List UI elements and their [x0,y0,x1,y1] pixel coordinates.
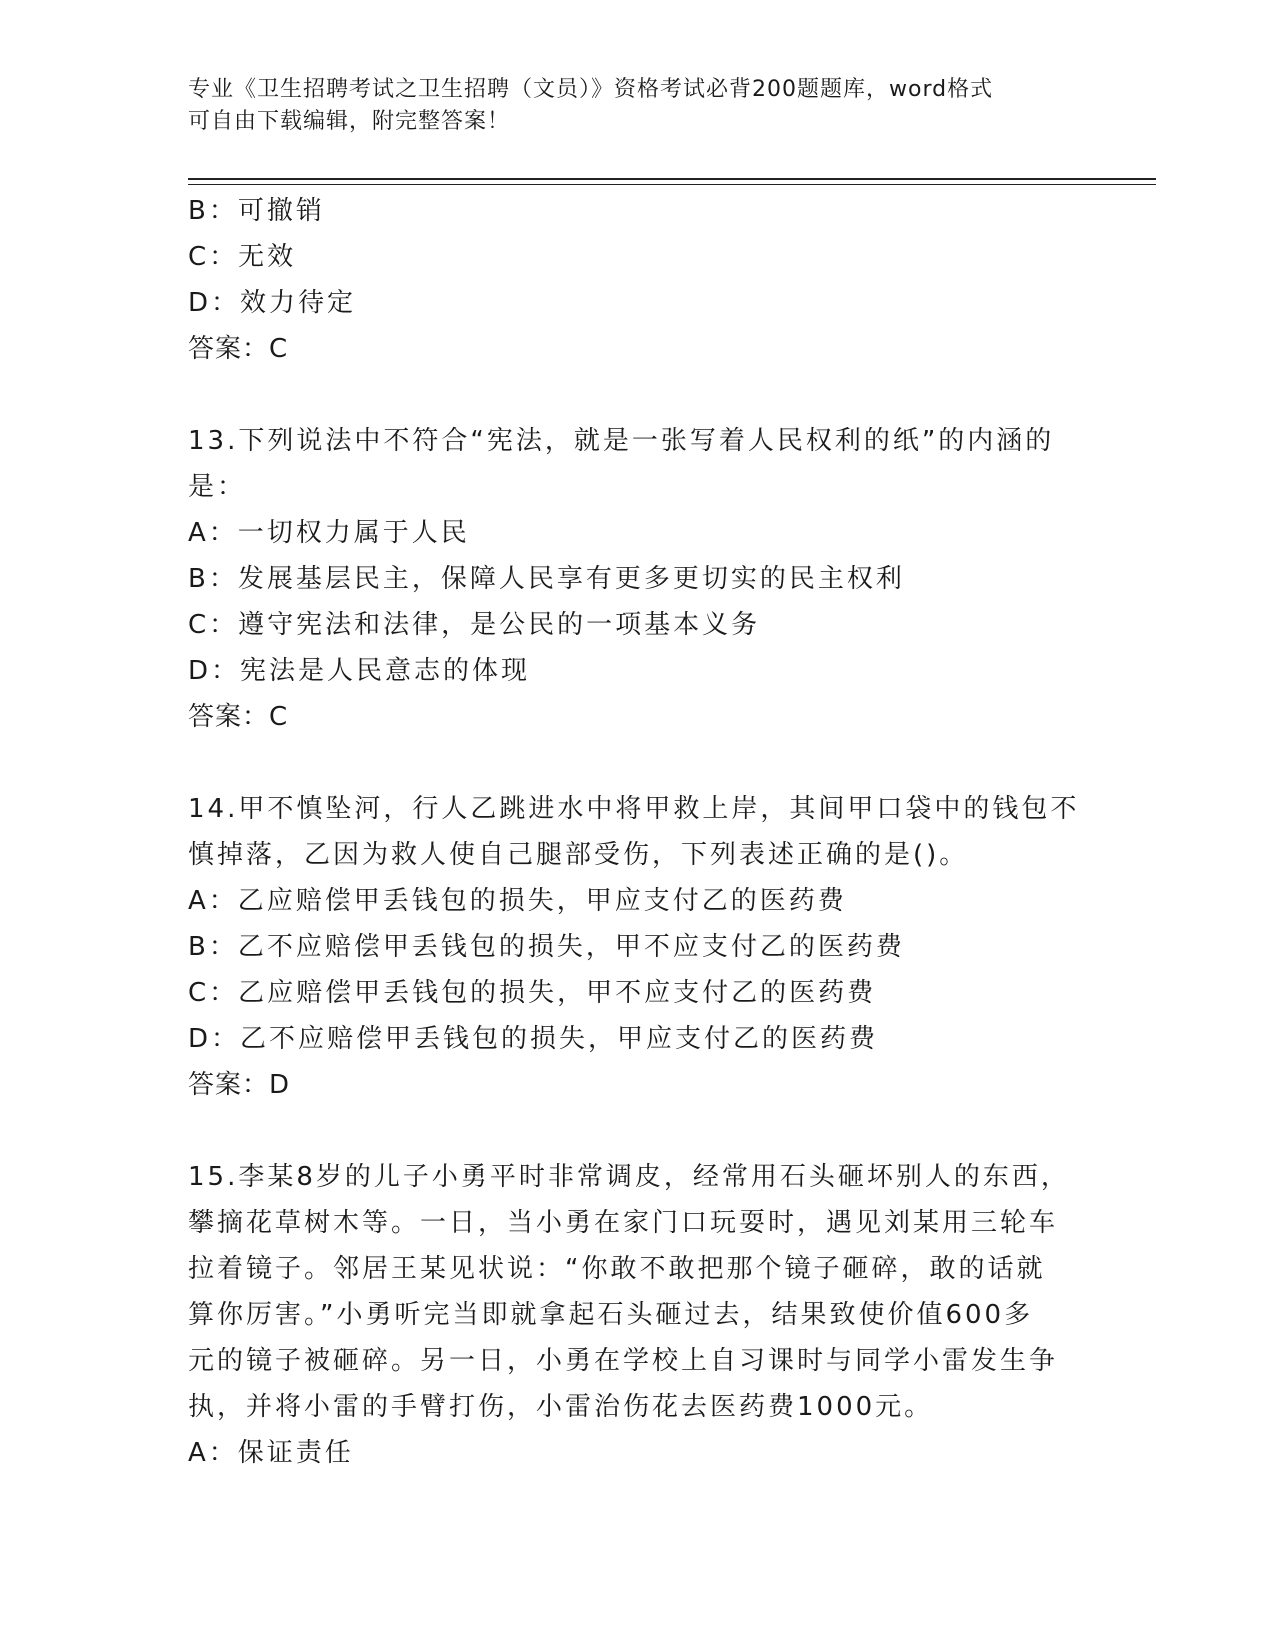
option-a: A：乙应赔偿甲丢钱包的损失，甲应支付乙的医药费 [188,886,847,916]
question-stem-line: 14.甲不慎坠河，行人乙跳进水中将甲救上岸，其间甲口袋中的钱包不 [188,794,1080,824]
header-line-2: 可自由下载编辑，附完整答案！ [188,109,511,134]
option-d: D：乙不应赔偿甲丢钱包的损失，甲应支付乙的医药费 [188,1024,879,1054]
question-stem-line: 15.李某8岁的儿子小勇平时非常调皮，经常用石头砸坏别人的东西， [188,1162,1070,1192]
question-15 [188,1154,1088,1476]
option-d: D：宪法是人民意志的体现 [188,656,531,686]
question-stem-line: 慎掉落，乙因为救人使自己腿部受伤，下列表述正确的是()。 [188,840,969,870]
question-13 [188,418,1088,740]
option-d: D：效力待定 [188,288,357,318]
question-stem-line: 算你厉害。”小勇听完当即就拿起石头砸过去，结果致使价值600多 [188,1300,1034,1330]
question-14 [188,786,1088,1108]
answer: 答案：C [188,702,289,732]
option-a: A：保证责任 [188,1438,354,1468]
page-header [188,74,1068,138]
option-b: B：乙不应赔偿甲丢钱包的损失，甲不应支付乙的医药费 [188,932,905,962]
option-c: C：遵守宪法和法律，是公民的一项基本义务 [188,610,761,640]
question-stem-line: 拉着镜子。邻居王某见状说：“你敢不敢把那个镜子砸碎，敢的话就 [188,1254,1046,1284]
question-stem-line: 元的镜子被砸碎。另一日，小勇在学校上自习课时与同学小雷发生争 [188,1346,1059,1376]
answer: 答案：C [188,334,289,364]
header-divider-thick [188,178,1156,180]
document-body [188,188,1088,1476]
option-a: A：一切权力属于人民 [188,518,470,548]
option-b: B：发展基层民主，保障人民享有更多更切实的民主权利 [188,564,905,594]
header-divider-thin [188,184,1156,185]
question-stem-line: 13.下列说法中不符合“宪法，就是一张写着人民权利的纸”的内涵的 [188,426,1055,456]
header-line-1: 专业《卫生招聘考试之卫生招聘（文员）》资格考试必背200题题库，word格式 [188,77,994,102]
question-stem-line: 执，并将小雷的手臂打伤，小雷治伤花去医药费1000元。 [188,1392,934,1422]
question-12-tail [188,188,1088,372]
question-stem-line: 是： [188,472,247,502]
answer: 答案：D [188,1070,291,1100]
option-c: C：乙应赔偿甲丢钱包的损失，甲不应支付乙的医药费 [188,978,877,1008]
question-stem-line: 攀摘花草树木等。一日，当小勇在家门口玩耍时，遇见刘某用三轮车 [188,1208,1059,1238]
option-b: B：可撤销 [188,196,325,226]
option-c: C：无效 [188,242,297,272]
